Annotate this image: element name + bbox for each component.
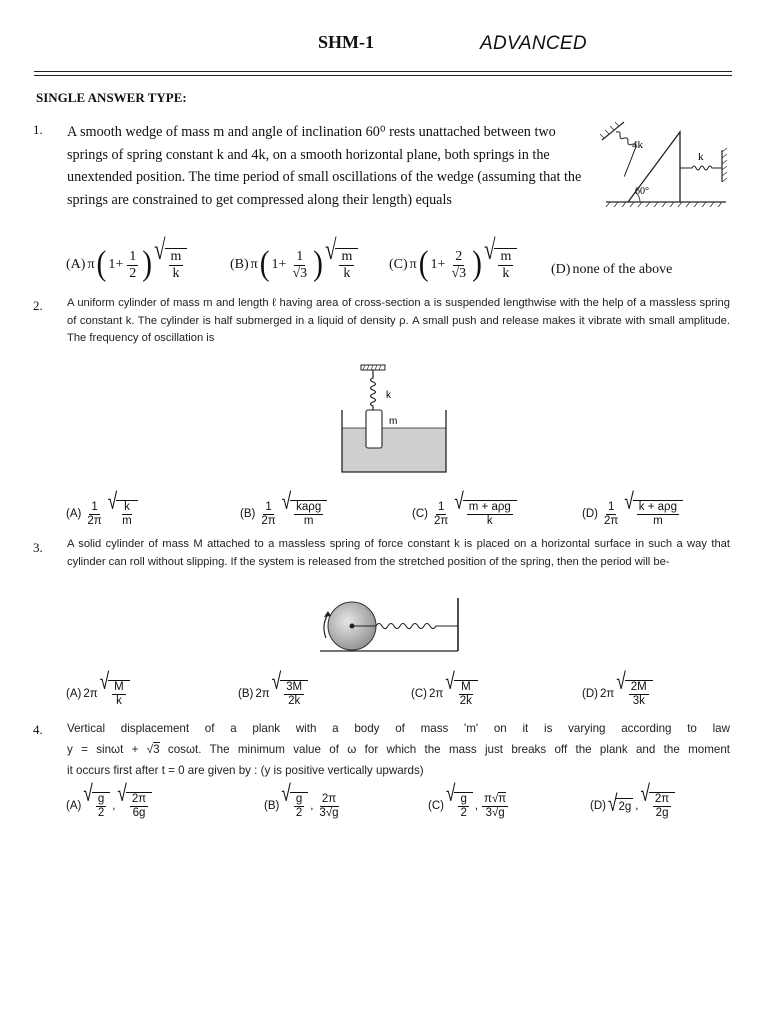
- q1-option-b: [230, 233, 358, 284]
- q3-option-d: [582, 667, 653, 708]
- sqrt3-value: 3: [300, 265, 308, 281]
- numerator: m: [339, 249, 354, 266]
- sqrt: √ $\frac{\text{k + aρg}}{m}$: [624, 500, 683, 528]
- comma: ,: [112, 800, 116, 813]
- numerator: M: [459, 681, 473, 695]
- numerator: k + aρg: [637, 501, 679, 515]
- q2-b-label: (B): [240, 508, 256, 521]
- header-rule-top: [34, 71, 732, 72]
- numerator: 2π: [130, 793, 148, 807]
- fraction: [602, 501, 620, 528]
- q4-text-line3: it occurs first after t = 0 are given by : (y is positive vertically upwards): [67, 764, 424, 777]
- q2-option-d: [582, 487, 683, 528]
- q1-option-d: [551, 262, 672, 278]
- q4-a-label: (A): [66, 800, 82, 813]
- denominator: 2: [129, 265, 137, 281]
- sqrt: √ 2g: [607, 788, 632, 816]
- comma: ,: [474, 800, 479, 813]
- q4-c-label: (C): [428, 800, 444, 813]
- q2-number: 2.: [33, 298, 43, 313]
- q3-b-label: (B): [238, 688, 254, 701]
- fraction: [317, 793, 340, 820]
- comma: ,: [635, 800, 639, 813]
- numerator: m: [498, 249, 513, 266]
- q1-number: 1.: [33, 122, 43, 137]
- q1-spring-left-label: 4k: [632, 139, 643, 151]
- q1-wedge-figure: [598, 120, 738, 212]
- sqrt: √ $\frac{g}{2}$: [83, 792, 110, 820]
- sqrt: √ $\frac{g}{2}$: [281, 792, 308, 820]
- pi-symbol: π: [87, 257, 95, 273]
- comma: ,: [310, 800, 314, 813]
- q3-c-label: (C): [411, 688, 427, 701]
- denominator-coef: 3: [485, 806, 492, 819]
- denominator: 3√g: [319, 806, 339, 819]
- sqrt: √ $\frac{g}{2}$: [446, 792, 473, 820]
- fraction: [259, 501, 277, 528]
- q4-option-d: [590, 779, 675, 820]
- denominator: 2π: [87, 514, 102, 527]
- q3-rolling-cylinder-figure: [316, 596, 466, 658]
- level-label: ADVANCED: [480, 33, 587, 54]
- numerator: g: [458, 793, 468, 807]
- sqrt: √ $\frac{2M}{3k}$: [616, 680, 652, 708]
- section-title: SINGLE ANSWER TYPE:: [36, 90, 187, 105]
- q4-option-b: [264, 779, 343, 820]
- q4-b-label: (B): [264, 800, 280, 813]
- q4-equation-part2: cosωt. The minimum value of ω for which the mass just breaks off the plank and the moment: [159, 743, 730, 756]
- paren-close: ): [472, 245, 482, 284]
- q2-fig-k-label: k: [386, 390, 391, 401]
- q4-option-a: [66, 779, 152, 820]
- page-title: SHM-1: [318, 32, 374, 52]
- denominator-root: g: [332, 806, 339, 819]
- numerator: π√π: [482, 793, 508, 807]
- two-pi: 2π: [255, 688, 270, 701]
- sqrt: √ $\frac{k}{m}$: [108, 500, 138, 528]
- q2-d-label: (D): [582, 508, 598, 521]
- denominator: 2g: [655, 807, 669, 820]
- sqrt: √ $\frac{m}{k}$: [325, 248, 358, 282]
- paren-close: ): [313, 245, 323, 284]
- q4-text: [67, 718, 730, 781]
- two-pi: 2π: [428, 688, 444, 701]
- q3-text: A solid cylinder of mass M attached to a massless spring of force constant k is placed on a horizontal surface in such a way that cylinder can roll without slipping. If the system is released from the stretched position of the spring, then the period will be-: [67, 538, 730, 568]
- denominator: k: [116, 695, 122, 708]
- fraction: [432, 501, 450, 528]
- q4-text-line2: [67, 739, 730, 760]
- numerator: 2π: [653, 793, 671, 807]
- q4-text-line1: Vertical displacement of a plank with a body of mass 'm' on it is varying according to law: [67, 722, 730, 735]
- sqrt: √ $\frac{\text{kaρg}}{m}$: [282, 500, 328, 528]
- q4-sqrt3: √3: [146, 743, 160, 756]
- one-plus: 1+: [271, 257, 287, 273]
- radicand: 2g: [616, 798, 633, 815]
- pi-symbol: π: [250, 257, 258, 273]
- numerator: 1: [294, 249, 305, 266]
- numerator: g: [294, 793, 304, 807]
- numerator: 1: [127, 249, 138, 266]
- header-rule-bottom: [34, 75, 732, 76]
- denominator: 3k: [632, 695, 645, 708]
- sqrt: √ $\frac{m}{k}$: [484, 248, 517, 282]
- sqrt3-value: 3: [459, 265, 467, 281]
- q1-a-label: (A): [66, 257, 86, 273]
- q2-a-label: (A): [66, 508, 82, 521]
- denominator: 2: [97, 807, 105, 820]
- denominator: √3: [451, 265, 467, 281]
- numerator-pi: π: [484, 792, 492, 805]
- q2-option-c: [412, 487, 517, 528]
- sqrt: √ $\frac{M}{k}$: [100, 680, 130, 708]
- sqrt: √ $\frac{3M}{2k}$: [272, 680, 308, 708]
- q1-b-label: (B): [230, 257, 249, 273]
- numerator: kaρg: [294, 501, 323, 515]
- q4-equation-part1: y = sinωt +: [67, 743, 147, 756]
- sqrt: √ $\frac{2\pi}{2g}$: [640, 792, 675, 820]
- pi-symbol: π: [409, 257, 417, 273]
- denominator: m: [122, 515, 132, 528]
- denominator: 2π: [433, 514, 449, 527]
- denominator: 6g: [132, 807, 146, 820]
- one-plus: 1+: [430, 257, 446, 273]
- numerator: 1: [89, 501, 99, 515]
- numerator: g: [96, 793, 106, 807]
- numerator: 2: [453, 249, 464, 266]
- q1-option-a: [66, 233, 187, 284]
- sqrt: √ $\frac{\text{m + aρg}}{k}$: [454, 500, 517, 528]
- denominator-coef: 3: [319, 806, 326, 819]
- q2-cylinder-figure: [332, 362, 456, 478]
- q2-fig-m-label: m: [389, 416, 398, 427]
- denominator-root: g: [498, 806, 505, 819]
- denominator: 2k: [288, 695, 301, 708]
- numerator: 1: [263, 501, 273, 515]
- denominator: 2π: [261, 514, 276, 527]
- q1-c-label: (C): [389, 257, 408, 273]
- fraction: [127, 249, 138, 282]
- sqrt: √ $\frac{M}{2k}$: [445, 680, 478, 708]
- numerator: m: [169, 249, 184, 266]
- numerator: 2M: [629, 681, 649, 695]
- q1-d-label: (D): [551, 262, 571, 277]
- q2-c-label: (C): [412, 508, 428, 521]
- fraction: [449, 249, 468, 282]
- q2-option-a: [66, 487, 138, 528]
- q3-option-c: [411, 667, 478, 708]
- denominator: 2: [295, 807, 303, 820]
- paren-open: (: [96, 245, 107, 284]
- sqrt: √ $\frac{m}{k}$: [154, 248, 187, 282]
- fraction: [290, 249, 309, 282]
- sqrt: √ $\frac{2\pi}{6g}$: [117, 792, 152, 820]
- numerator: m + aρg: [467, 501, 513, 515]
- q1-text: A smooth wedge of mass m and angle of inclination 60⁰ rests unattached between two springs of spring constant k and 4k, on a smooth horizontal plane, both springs in the unextended position. The time period of small oscillations of the wedge (assuming that the springs are constrained to get compressed along their length) equals: [67, 124, 582, 208]
- fraction: [85, 501, 103, 528]
- denominator: k: [172, 266, 180, 282]
- q3-option-a: [66, 667, 130, 708]
- paren-close: ): [142, 245, 153, 284]
- q4-d-label: (D): [590, 800, 606, 813]
- numerator: 2π: [320, 793, 338, 807]
- numerator: M: [112, 681, 126, 695]
- denominator: 3√g: [485, 806, 505, 819]
- denominator: 2π: [603, 514, 619, 527]
- denominator: 2: [460, 807, 467, 820]
- fraction: [482, 793, 508, 820]
- q3-option-b: [238, 667, 308, 708]
- q3-a-label: (A): [66, 688, 82, 701]
- two-pi: 2π: [83, 688, 98, 701]
- denominator: k: [502, 266, 510, 282]
- q4-option-c: [428, 779, 510, 820]
- denominator: k: [486, 515, 493, 528]
- denominator: m: [303, 515, 314, 528]
- q3-number: 3.: [33, 540, 43, 555]
- q1-spring-right-label: k: [698, 151, 704, 163]
- paren-open: (: [418, 245, 429, 284]
- q4-number: 4.: [33, 722, 43, 737]
- q4-sqrt3-value: 3: [153, 743, 160, 756]
- numerator: k: [122, 501, 132, 515]
- q1-angle-label: 60°: [635, 186, 649, 197]
- numerator: 3M: [284, 681, 304, 695]
- numerator-root: π: [498, 792, 507, 805]
- q3-d-label: (D): [582, 688, 598, 701]
- numerator: 1: [436, 501, 446, 515]
- q2-option-b: [240, 487, 327, 528]
- q1-d-text: none of the above: [572, 262, 673, 277]
- denominator: √3: [292, 265, 308, 281]
- q1-option-c: [389, 233, 517, 284]
- denominator: m: [653, 515, 663, 528]
- one-plus: 1+: [108, 257, 124, 273]
- denominator: 2k: [459, 695, 472, 708]
- numerator: 1: [606, 501, 616, 515]
- two-pi: 2π: [599, 688, 615, 701]
- denominator: k: [343, 266, 351, 282]
- paren-open: (: [259, 245, 270, 284]
- q2-text: A uniform cylinder of mass m and length ℓ having area of cross-section a is suspended lengthwise with the help of a massless spring of constant k. The cylinder is half submerged in a liquid of density ρ. A small push and release makes it vibrate with small amplitude. The frequency of oscillation is: [67, 297, 730, 344]
